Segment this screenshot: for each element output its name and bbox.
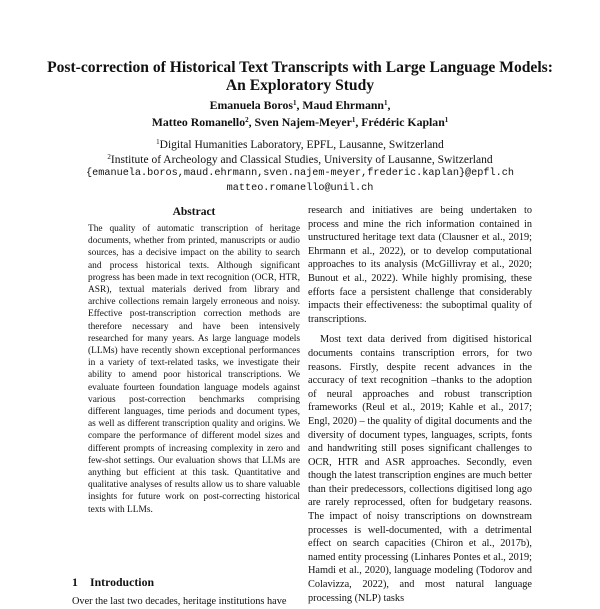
abstract-heading: Abstract: [172, 206, 216, 218]
author-line-2: Matteo Romanello$^2$, Sven Najem-Meyer$^1$, Frédéric Kaplan$^1$: [151, 115, 449, 129]
author-name: Frédéric Kaplan: [361, 115, 445, 129]
author-affiliation-mark: 1: [383, 99, 388, 107]
email-line-2: matteo.romanello@unil.ch: [226, 182, 374, 194]
email-line-1: {emanuela.boros,maud.ehrmann,sven.najem-meyer,frederic.kaplan}@epfl.ch: [86, 168, 514, 179]
right-column: [308, 204, 532, 605]
intro-paragraph-2: Most text data derived from digitised historical documents contains transcription errors, for two reasons. Firstly, despite recent advances in the accuracy of text recognition –thanks to the adoption of neural approaches and robust transcription frameworks (Reul et al., 2019; Kahle et al., 2017; Engl, 2020) – the quality of digital documents and the diversity of document types, languages, scripts, fonts and handwriting still poses significant challenges to OCR, HTR and ASR approaches. Secondly, even though the latest transcription engines are much better than their predecessors, collections digitised long ago are rarely reprocessed, often for budgetary reasons. The impact of noisy transcriptions on downstream processes is well-documented, with a detrimental effect on search capacities (Chiron et al., 2017b), named entity processing (Linhares Pontes et al., 2019; Hamdi et al., 2020), language modeling (Todorov and Colavizza, 2022), and most natural language processing (NLP) tasks: [308, 334, 532, 604]
affiliation-1: $^1$Digital Humanities Laboratory, EPFL, Lausanne, Switzerland: [156, 138, 444, 151]
author-list: [30, 97, 570, 131]
paper-title: [30, 59, 570, 95]
affiliations: [20, 138, 580, 196]
author-affiliation-mark: 1: [351, 116, 356, 124]
left-column: [88, 205, 300, 516]
section-title: Introduction: [90, 575, 155, 589]
author-affiliation-mark: 1: [444, 116, 449, 124]
introduction-first-line: Over the last two decades, heritage institutions have: [72, 596, 287, 607]
author-name: Maud Ehrmann: [302, 98, 384, 112]
intro-paragraph-continued: research and initiatives are being undertaken to process and mine the rich information contained in unstructured heritage text data (Clausner et al., 2019; Ehrmann et al., 2022), or to develop computational approaches to its analysis (McGillivray et al., 2020; Bunout et al., 2022). While highly promising, these efforts face a persistent challenge that considerably impacts their effectiveness: the suboptimal quality of transcriptions.: [308, 205, 532, 325]
section-number: 1: [72, 575, 78, 589]
title-line-2: An Exploratory Study: [225, 77, 375, 94]
abstract-text: The quality of automatic transcription of heritage documents, whether from printed, manuscripts or audio sources, has a decisive impact on the ability to search and process historical texts. Although significant progress has been made in text recognition (OCR, HTR, ASR), textual materials derived from library and archive collections remain largely erroneous and noisy. Effective post-transcription correction methods are therefore necessary and have been intensively researched for many years. As large language models (LLMs) have recently shown exceptional performances in a variety of text-related tasks, we investigate their ability to amend poor historical transcriptions. We evaluate fourteen foundation language models against various post-correction benchmarks comprising different languages, time periods and document types, as well as different transcription quality and origins. We compare the performance of different model sizes and different prompts of increasing complexity in zero and few-shot settings. Our evaluation shows that LLMs are anything but efficient at this task. Quantitative and qualitative analyses of results allow us to share valuable insights for future work on post-correcting historical texts with LLMs.: [88, 224, 300, 515]
author-line-1: Emanuela Boros$^1$, Maud Ehrmann$^1$,: [209, 98, 391, 112]
author-affiliation-mark: 2: [245, 116, 249, 124]
author-name: Matteo Romanello: [151, 115, 246, 129]
author-name: Sven Najem-Meyer: [254, 115, 352, 129]
author-name: Emanuela Boros: [209, 98, 293, 112]
author-affiliation-mark: 1: [292, 99, 297, 107]
title-line-1: Post-correction of Historical Text Transcripts with Large Language Models:: [47, 59, 553, 76]
affiliation-2: $^2$Institute of Archeology and Classical Studies, University of Lausanne, Switzerland: [107, 152, 493, 166]
section-heading-introduction: [72, 575, 154, 590]
